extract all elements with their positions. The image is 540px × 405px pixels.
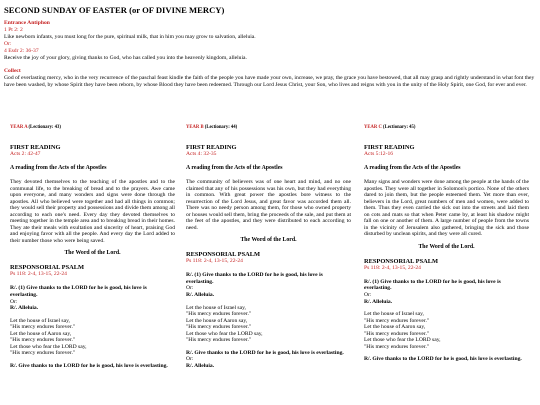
stanza-line: Let the house of Israel say, xyxy=(10,317,70,324)
psalm-response: R/. (1) Give thanks to the LORD for he is good, his love is everlasting. xyxy=(186,272,323,285)
reading-text: The community of believers was of one heart and mind, and no one claimed that any of his possessions was his own, but they had everything in common. With great power the apostles bore witness to the resurrection of the Lord Jesus, and great favor was accorded them all. There was no needy person among them, for those who owned property or houses would sell them, bring the proceeds of the sale, and put them at the feet of the apostles, and they were distributed to each according to need. xyxy=(186,179,351,231)
psalm-heading: RESPONSORIAL PSALM xyxy=(364,257,439,265)
stanza-line: "His mercy endures forever." xyxy=(186,311,252,318)
psalm-heading: RESPONSORIAL PSALM xyxy=(186,251,261,259)
reading-intro: A reading from the Acts of the Apostles xyxy=(10,165,107,171)
psalm-response-repeat: R/. Give thanks to the LORD for he is good, his love is everlasting. xyxy=(364,356,522,363)
reading-intro: A reading from the Acts of the Apostles xyxy=(364,165,461,171)
psalm-stanza xyxy=(186,305,351,344)
stanza-line: Let those who fear the LORD say, xyxy=(10,343,87,350)
year-a-column xyxy=(10,125,175,369)
year-b-header xyxy=(186,125,351,131)
psalm-alleluia-repeat: R/. Alleluia. xyxy=(186,362,215,369)
psalm-alleluia: R/. Alleluia. xyxy=(186,292,215,299)
stanza-line: Let the house of Aaron say, xyxy=(10,330,72,337)
psalm-stanza xyxy=(10,318,175,357)
stanza-line: Let the house of Israel say, xyxy=(186,304,246,311)
psalm-or: Or: xyxy=(186,285,194,292)
entrance-ref-1: 1 Pt 2: 2 xyxy=(4,27,23,33)
stanza-line: "His mercy endures forever." xyxy=(364,330,430,337)
stanza-line: "His mercy endures forever." xyxy=(364,343,430,350)
reading-text: Many signs and wonders were done among the people at the hands of the apostles. They were all together in Solomon's portico. None of the others dared to join them, but the people esteemed them. Yet more than ever, believers in the Lord, great numbers of men and women, were added to them. Thus they even carried the sick out into the streets and laid them on cots and mats so that when Peter came by, at least his shadow might fall on one or another of them. A large number of people from the towns in the vicinity of Jerusalem also gathered, bringing the sick and those disturbed by unclean spirits, and they were all cured. xyxy=(364,179,529,238)
entrance-antiphon-label: Entrance Antiphon xyxy=(4,20,50,26)
stanza-line: Let the house of Israel say, xyxy=(364,311,424,318)
psalm-stanza xyxy=(364,311,529,350)
entrance-or: Or: xyxy=(4,41,12,47)
stanza-line: "His mercy endures forever." xyxy=(10,324,76,331)
psalm-response: R/. (1) Give thanks to the LORD for he is good, his love is everlasting. xyxy=(10,285,147,299)
year-a-label: YEAR A xyxy=(10,125,28,130)
first-reading-heading: FIRST READING xyxy=(364,144,415,151)
stanza-line: "His mercy endures forever." xyxy=(364,317,430,324)
stanza-line: Let those who fear the LORD say, xyxy=(186,330,263,337)
psalm-response-repeat: R/. Give thanks to the LORD for he is good, his love is everlasting. xyxy=(186,349,344,356)
word-of-the-lord: The Word of the Lord. xyxy=(64,250,121,257)
stanza-line: Let the house of Aaron say, xyxy=(364,324,426,331)
first-reading-ref: Acts 2: 42-47 xyxy=(10,151,41,157)
document-page xyxy=(4,5,536,89)
stanza-line: "His mercy endures forever." xyxy=(10,350,76,357)
year-b-label: YEAR B xyxy=(186,125,204,130)
entrance-text-1: Like newborn infants, you must long for the pure, spiritual milk, that in him you may grow to salvation, alleluia. xyxy=(4,34,256,40)
entrance-antiphon-section xyxy=(4,20,536,62)
collect-section xyxy=(4,68,536,89)
psalm-alleluia: R/. Alleluia. xyxy=(364,298,393,305)
year-c-lectionary: (Lectionary: 45) xyxy=(381,125,416,130)
year-c-label: YEAR C xyxy=(364,125,382,130)
year-a-lectionary: (Lectionary: 43) xyxy=(27,125,61,130)
word-of-the-lord: The Word of the Lord. xyxy=(418,243,475,250)
psalm-or: Or: xyxy=(364,292,372,299)
first-reading-ref: Acts 5:12-16 xyxy=(364,151,394,157)
year-c-header xyxy=(364,125,529,131)
collect-label: Collect xyxy=(4,68,21,74)
psalm-response: R/. (1) Give thanks to the LORD for he is good, his love is everlasting. xyxy=(364,278,501,292)
year-b-lectionary: (Lectionary: 44) xyxy=(203,125,238,130)
first-reading-ref: Acts 4: 32-35 xyxy=(186,151,217,157)
entrance-text-2: Receive the joy of your glory, giving thanks to God, who has called you into the heavenly kingdom, alleluia. xyxy=(4,55,247,61)
year-b-column xyxy=(186,125,351,369)
collect-text: God of everlasting mercy, who in the very recurrence of the paschal feast kindle the faith of the people you have made your own, increase, we pray, the grace you have bestowed, that all may grasp and rightly understand in what font they have been washed, by whose Spirit they have been reborn, by whose Blood they have been redeemed. Through our Lord Jesus Christ, your Son, who lives and reigns with you in the unity of the Holy Spirit, one God, for ever and ever. xyxy=(4,75,535,88)
page-title: SECOND SUNDAY OF EASTER (or OF DIVINE MERCY) xyxy=(4,5,225,15)
psalm-ref: Ps 118: 2-4, 13-15, 22-24 xyxy=(364,264,421,271)
psalm-response-repeat: R/. Give thanks to the LORD for he is good, his love is everlasting. xyxy=(10,362,168,369)
first-reading-heading: FIRST READING xyxy=(186,144,237,151)
reading-intro: A reading from the Acts of the Apostles xyxy=(186,165,283,171)
psalm-ref: Ps 118: 2-4, 13-15, 22-24 xyxy=(10,271,67,278)
stanza-line: Let those who fear the LORD say, xyxy=(364,337,441,344)
reading-text: They devoted themselves to the teaching of the apostles and to the communal life, to the breaking of bread and to the prayers. Awe came upon everyone, and many wonders and signs were done through the apostles. All who believed were together and had all things in common; they would sell their property and possessions and divide them among all according to each one's need. Every day they devoted themselves to meeting together in the temple area and to breaking bread in their homes. They ate their meals with exultation and sincerity of heart, praising God and enjoying favor with all the people. And every day the Lord added to their number those who were being saved. xyxy=(10,179,175,244)
stanza-line: "His mercy endures forever." xyxy=(186,324,252,331)
psalm-ref: Ps 118: 2-4, 13-15, 22-24 xyxy=(186,258,243,265)
first-reading-heading: FIRST READING xyxy=(10,144,61,151)
year-a-header xyxy=(10,125,175,131)
psalm-or-repeat: Or: xyxy=(186,356,194,363)
year-columns xyxy=(0,125,540,405)
entrance-ref-2: 4 Esdr 2: 36-37 xyxy=(4,48,39,54)
stanza-line: "His mercy endures forever." xyxy=(10,337,76,344)
stanza-line: "His mercy endures forever." xyxy=(186,337,252,344)
year-c-column xyxy=(364,125,529,363)
stanza-line: Let the house of Aaron say, xyxy=(186,317,248,324)
psalm-alleluia: R/. Alleluia. xyxy=(10,305,39,312)
word-of-the-lord: The Word of the Lord. xyxy=(240,237,297,244)
psalm-heading: RESPONSORIAL PSALM xyxy=(10,264,85,272)
psalm-or: Or: xyxy=(10,298,18,305)
